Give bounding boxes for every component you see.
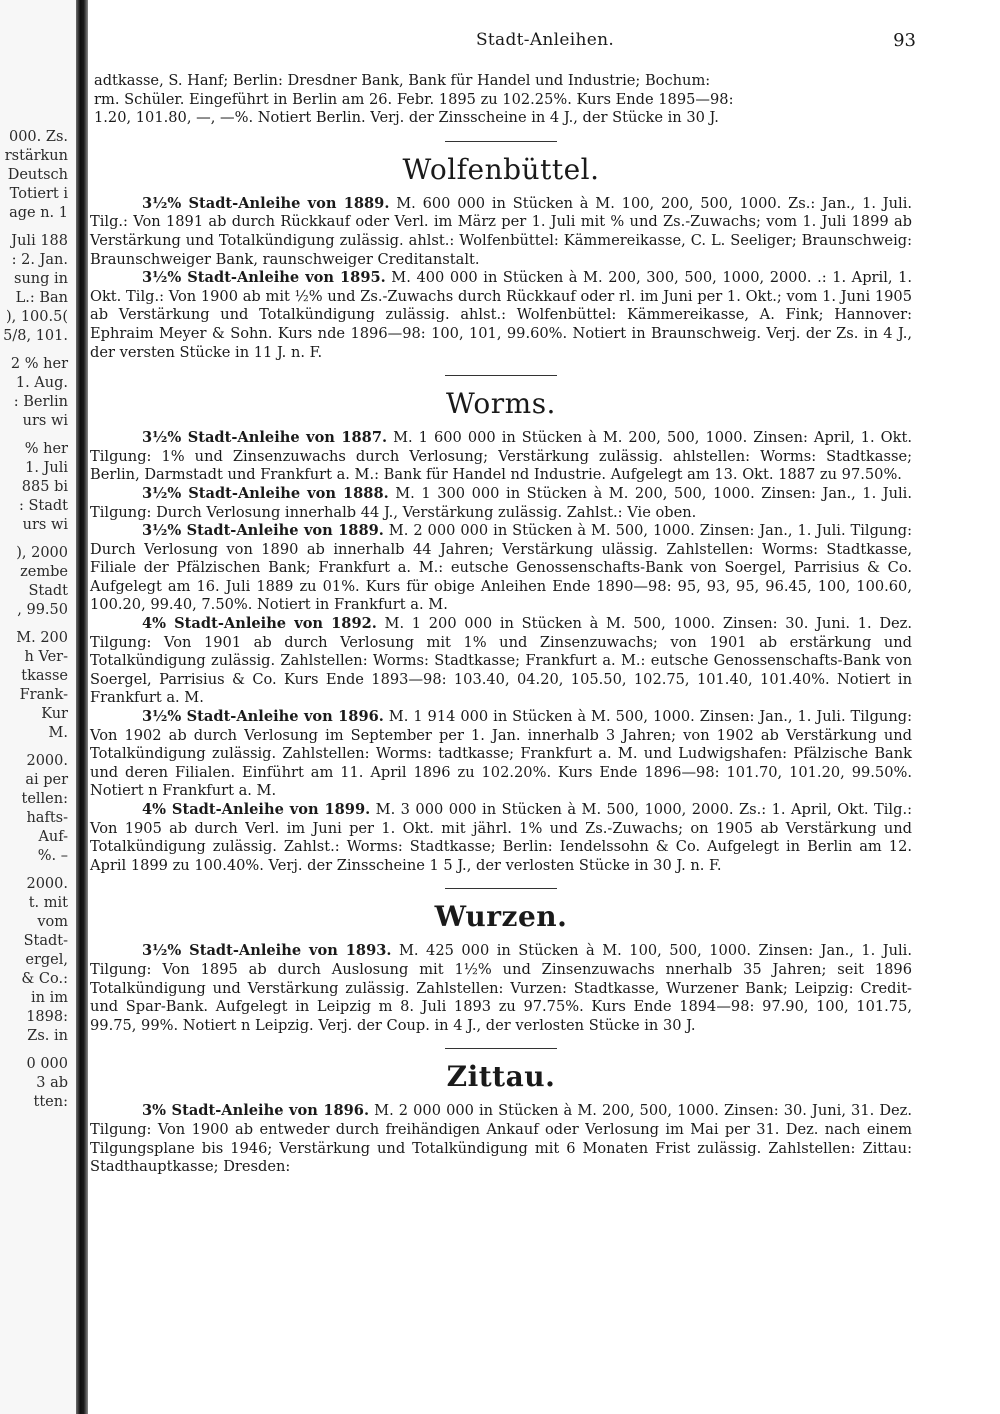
loan-entry — [90, 1102, 912, 1176]
city-heading: Zittau. — [446, 1060, 556, 1094]
city-heading: Wolfenbüttel. — [402, 152, 600, 186]
city-heading: Wurzen. — [434, 900, 568, 934]
loan-text: M. 1 914 000 in Stücken à M. 500, 1000. Zinsen: Jan., 1. Juli. Tilgung: Von 1902 ab durch Verlosung im September per 1. Jan. innerhalb 3 Jahren; von 1902 ab Verstärkung und Totalkündigung zulässig. Zahlstellen: Worms: tadtkasse; Frankfurt a. M. und Ludwigshafen: Pfälzische Bank und deren Filialen. Einführt am 11. April 1896 zu 102.20%. Kurs Ende 1896—98: 101.70, 101.20, 99.50%. Notiert n Frankfurt a. M. — [90, 708, 912, 800]
loan-entry — [90, 429, 912, 485]
intro-line: rm. Schüler. Eingeführt in Berlin am 26. Febr. 1895 zu 102.25%. Kurs Ende 1895—98: — [94, 90, 734, 108]
facing-page-fragment: % her — [24, 441, 68, 457]
facing-page-fragment: Stadt — [28, 583, 68, 599]
facing-page-fragment: zembe — [20, 564, 68, 580]
facing-page-fragment: & Co.: — [21, 971, 68, 987]
loan-title: 3½% Stadt-Anleihe von 1893. — [142, 942, 392, 960]
facing-page-fragment: Auf- — [38, 829, 68, 845]
facing-page-fragment: Juli 188 — [11, 233, 68, 249]
loan-title: 4% Stadt-Anleihe von 1892. — [142, 615, 377, 633]
section-divider — [445, 888, 557, 889]
section-divider — [445, 141, 557, 142]
facing-page-fragment: t. mit — [28, 895, 68, 911]
city-heading: Worms. — [446, 387, 556, 421]
facing-page-fragment: in im — [31, 990, 68, 1006]
loan-text: M. 2 000 000 in Stücken à M. 200, 500, 1000. Zinsen: 30. Juni, 31. Dez. Tilgung: Von 1900 ab entweder durch freihändigen Ankauf oder Verlosung im Mai per 31. Dez. nach einem Tilgungsplane bis 1946; Verstärkung und Totalkündigung mit 6 Monaten Frist zulässig. Zahlstellen: Zittau: Stadthauptkasse; Dresden: — [90, 1102, 912, 1176]
loan-title: 3½% Stadt-Anleihe von 1889. — [142, 194, 390, 212]
facing-page-fragment: Stadt- — [23, 933, 68, 949]
facing-page-fragment: vom — [37, 914, 68, 930]
loan-text: M. 425 000 in Stücken à M. 100, 500, 1000. Zinsen: Jan., 1. Juli. Tilgung: Von 1895 ab durch Auslosung mit 1½% und Zinsenzuwachs nnerhalb 35 Jahren; seit 1896 Totalkündigung und Verstärkung zulässig. Zahlstellen: Vurzen: Stadtkasse, Wurzener Bank; Leipzig: Credit- und Spar-Bank. Aufgelegt in Leipzig m 8. Juli 1893 zu 97.75%. Kurs Ende 1894—98: 97.90, 100, 101.75, 99.75, 99%. Notiert n Leipzig. Verj. der Coup. in 4 J., der verlosten Stücke in 30 J. — [90, 942, 912, 1034]
facing-page-fragment: 1898: — [26, 1009, 68, 1025]
loan-text: M. 1 200 000 in Stücken à M. 500, 1000. Zinsen: 30. Juni. 1. Dez. Tilgung: Von 1901 ab durch Verlosung mit 1% und Zinsenzuwachs; von 1901 ab erstärkung und Totalkündigung zulässig. Zahlstellen: Worms: Stadtkasse; Frankfurt a. M.: eutsche Genossenschafts-Bank von Soergel, Parrisius & Co. Kurs Ende 1893—98: 103.40, 04.20, 105.50, 102.75, 101.40, 101.40%. Notiert in Frankfurt a. M. — [90, 615, 912, 707]
section-zittau — [90, 1061, 912, 1176]
loan-entry — [90, 801, 912, 875]
facing-page-fragment: : Berlin — [13, 394, 68, 410]
page-number: 93 — [893, 30, 916, 51]
loan-title: 3½% Stadt-Anleihe von 1889. — [142, 522, 384, 540]
loan-entry — [90, 942, 912, 1035]
loan-title: 3½% Stadt-Anleihe von 1887. — [142, 429, 388, 447]
facing-page-fragment: ergel, — [25, 952, 68, 968]
loan-text: M. 400 000 in Stücken à M. 200, 300, 500, 1000, 2000. .: 1. April, 1. Okt. Tilg.: Von 1900 ab mit ½% und Zs.-Zuwachs durch Rückkauf oder rl. im Juni per 1. Okt.; vom 1. Juni 1905 ab Verstärkung und Totalkündigung zulässig. ahlst.: Wolfenbüttel: Kämmereikasse, A. Fink; Hannover: Ephraim Meyer & Sohn. Kurs nde 1896—98: 100, 101, 99.60%. Notiert in Braunschweig. Verj. der Zs. in 4 J., der versten Stücke in 11 J. n. F. — [90, 269, 913, 361]
section-divider — [445, 375, 557, 376]
facing-page-fragment: 5/8, 101. — [3, 328, 68, 344]
loan-text: M. 1 600 000 in Stücken à M. 200, 500, 1000. Zinsen: April, 1. Okt. Tilgung: 1% und Zinsenzuwachs durch Verlosung; Verstärkung zulässig. ahlstellen: Worms: Stadtkasse; Berlin, Darmstadt und Frankfurt a. M.: Bank für Handel nd Industrie. Aufgelegt am 13. Okt. 1887 zu 97.50%. — [90, 429, 912, 484]
facing-page-fragment: 3 ab — [36, 1075, 68, 1091]
book-page — [90, 0, 1000, 1414]
loan-title: 3% Stadt-Anleihe von 1896. — [142, 1102, 370, 1120]
loan-title: 3½% Stadt-Anleihe von 1888. — [142, 484, 389, 502]
facing-page-fragment: rstärkun — [4, 148, 68, 164]
facing-page-fragment: h Ver- — [24, 649, 68, 665]
facing-page-fragment: Frank- — [19, 687, 68, 703]
facing-page-fragment: %. – — [37, 848, 68, 864]
facing-page-fragment: 000. Zs. — [8, 129, 68, 145]
facing-page-fragment: urs wi — [22, 413, 68, 429]
loan-text: M. 1 300 000 in Stücken à M. 200, 500, 1000. Zinsen: Jan., 1. Juli. Tilgung: Durch Verlosung innerhalb 44 J., Verstärkung zulässig. Zahlst.: Vie oben. — [90, 484, 912, 521]
facing-page-fragment: 1. Juli — [25, 460, 68, 476]
page-header — [90, 30, 1000, 54]
loan-title: 3½% Stadt-Anleihe von 1896. — [142, 708, 384, 726]
facing-page-fragment: 0 000 — [26, 1056, 68, 1072]
facing-page-fragment: M. 200 — [16, 630, 68, 646]
facing-page-fragment: Totiert i — [9, 186, 68, 202]
intro-line: 1.20, 101.80, —, —%. Notiert Berlin. Verj. der Zinsscheine in 4 J., der Stücke in 30 J. — [94, 109, 719, 127]
facing-page-fragment: M. — [48, 725, 68, 741]
facing-page-fragment: : Stadt — [18, 498, 68, 514]
facing-page-fragment: age n. 1 — [9, 205, 68, 221]
facing-page-fragment: ai per — [25, 772, 68, 788]
facing-page-fragment: Zs. in — [27, 1028, 68, 1044]
facing-page-fragment: 2000. — [26, 753, 68, 769]
facing-page-fragment: Kur — [41, 706, 68, 722]
section-wurzen — [90, 901, 912, 1035]
facing-page-fragment: Deutsch — [7, 167, 68, 183]
loan-entry — [90, 195, 912, 269]
intro-continuation — [90, 72, 912, 128]
loan-entry — [90, 269, 912, 362]
loan-text: M. 600 000 in Stücken à M. 100, 200, 500, 1000. Zs.: Jan., 1. Juli. Tilg.: Von 1891 ab durch Rückkauf oder Verl. im März per 1. Juli mit % und Zs.-Zuwachs; vom 1. Juli 1899 ab Verstärkung und Totalkündigung zulässig. ahlst.: Wolfenbüttel: Kämmereikasse, C. L. Seeliger; Braunschweig: Braunschweiger Bank, raunschweiger Creditanstalt. — [90, 194, 913, 268]
loan-entry — [90, 522, 912, 615]
facing-page-fragment: hafts- — [26, 810, 68, 826]
facing-page-fragment: L.: Ban — [15, 290, 68, 306]
facing-page-fragment: 885 bi — [21, 479, 68, 495]
facing-page-fragment: , 99.50 — [17, 602, 68, 618]
section-worms — [90, 388, 912, 875]
facing-page-fragment: ), 2000 — [16, 545, 68, 561]
loan-title: 3½% Stadt-Anleihe von 1895. — [142, 269, 386, 287]
loan-entry — [90, 708, 912, 801]
facing-page-fragment: 2 % her — [10, 356, 68, 372]
facing-page-fragment: 2000. — [26, 876, 68, 892]
facing-page-fragment: ), 100.5( — [5, 309, 68, 325]
facing-page-fragment: tkasse — [21, 668, 68, 684]
loan-text: M. 2 000 000 in Stücken à M. 500, 1000. Zinsen: Jan., 1. Juli. Tilgung: Durch Verlosung von 1890 ab innerhalb 44 Jahren; Verstärkung ulässig. Zahlstellen: Worms: Stadtkasse, Filiale der Pfälzischen Bank; Frankfurt a. M.: eutsche Genossenschafts-Bank von Soergel, Parrisius & Co. Aufgelegt am 16. Juli 1889 zu 01%. Kurs für obige Anleihen Ende 1890—98: 95, 93, 95, 96.45, 100, 100.60, 100.20, 99.40, 7.50%. Notiert in Frankfurt a. M. — [90, 522, 912, 614]
intro-line: adtkasse, S. Hanf; Berlin: Dresdner Bank, Bank für Handel und Industrie; Bochum: — [94, 72, 711, 89]
page-body — [90, 72, 912, 1177]
loan-title: 4% Stadt-Anleihe von 1899. — [142, 801, 371, 818]
section-divider — [445, 1048, 557, 1049]
loan-text: M. 3 000 000 in Stücken à M. 500, 1000, 2000. Zs.: 1. April, Okt. Tilg.: Von 1905 ab durch Verl. im Juni per 1. Okt. mit jährl. 1% und Zs.-Zuwachs; on 1905 ab Verstärkung und Totalkündigung zulässig. Zahlst.: Worms: Stadtkasse; Berlin: Iendelssohn & Co. Aufgelegt in Berlin am 12. April 1899 zu 100.40%. Verj. der Zinsscheine 1 5 J., der verlosten Stücke in 30 J. n. F. — [90, 801, 912, 874]
facing-page-fragment: urs wi — [22, 517, 68, 533]
loan-entry — [90, 615, 912, 708]
facing-page-fragment: : 2. Jan. — [11, 252, 68, 268]
running-title: Stadt-Anleihen. — [475, 30, 615, 50]
facing-page-fragment: sung in — [14, 271, 68, 287]
loan-entry — [90, 485, 912, 522]
book-gutter — [76, 0, 88, 1414]
facing-page-fragment: tellen: — [21, 791, 68, 807]
facing-page-fragment: 1. Aug. — [15, 375, 68, 391]
section-wolfenbuettel — [90, 154, 912, 362]
facing-page-fragment: tten: — [33, 1094, 68, 1110]
facing-page-margin — [0, 0, 82, 1414]
